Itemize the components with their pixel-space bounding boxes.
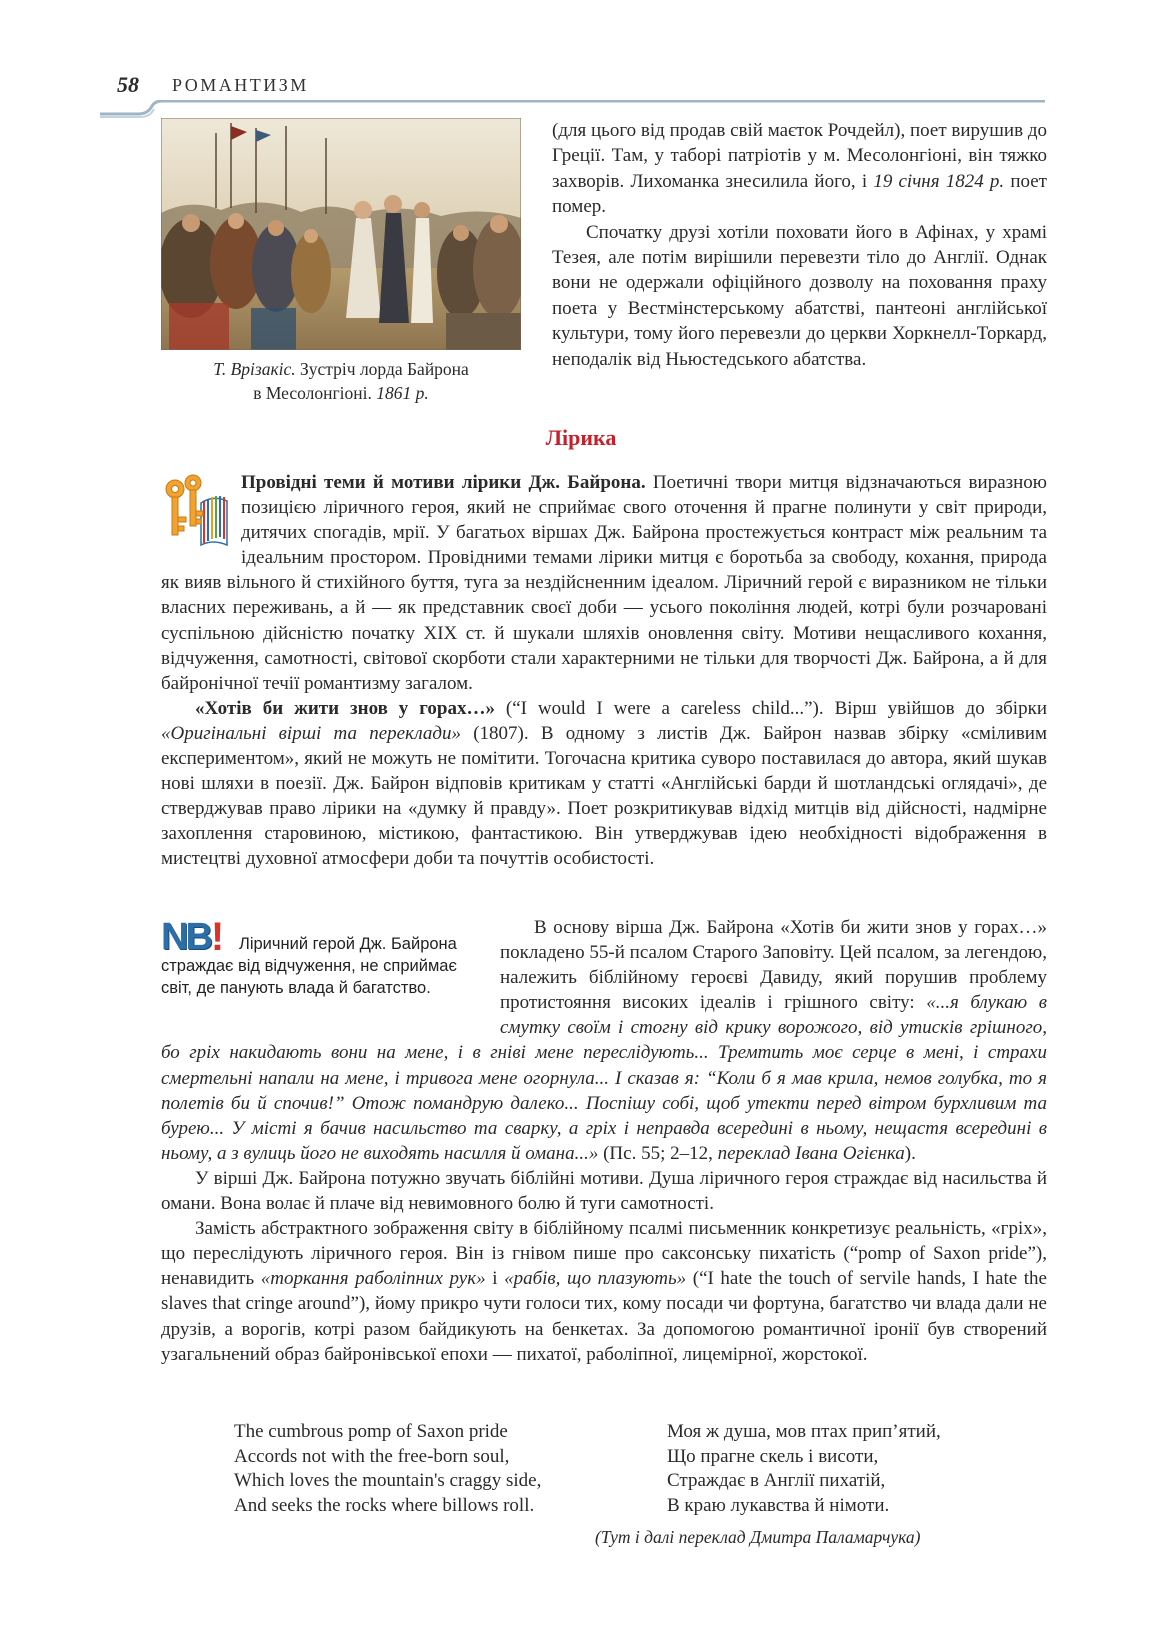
psalm-ref: (Пс. 55; 2–12, <box>598 1142 718 1164</box>
motifs-paragraph: У вірші Дж. Байрона потужно звучать біблійні мотиви. Душа ліричного героя страждає від насильства й омани. Вона волає й плаче від невимовного болю й туги самотності. <box>161 1167 1047 1215</box>
lyrics-lead: Провідні теми й мотиви лірики Дж. Байрона. <box>241 472 646 493</box>
psalm-ref-end: ). <box>904 1142 916 1164</box>
poem-english <box>234 1420 541 1518</box>
column-paragraph-2: Спочатку друзі хотіли поховати його в Афінах, у храмі Тезея, але потім вирішили перевезти тіло до Англії. Однак вони не одержали офіційного дозволу на поховання праху поета у Вестмінстерському абатстві, пантеоні англійської культури, тому його перевезли до церкви Хоркнелл-Торкард, неподалік від Ньюстедського абатства. <box>552 221 1047 370</box>
poem-title: «Хотів би жити знов у горах…» <box>195 697 495 719</box>
body-upper <box>161 470 1047 872</box>
column-paragraph-1 <box>552 118 1047 220</box>
death-date: 19 січня 1824 р. <box>873 170 1005 192</box>
running-head: РОМАНТИЗМ <box>172 75 309 95</box>
column-p1-text: (для цього від продав свій маєток Рочдейл), поет вирушив до Греції. Там, у таборі патріотів у м. Месолонгіоні, він тяжко захворів. Лихоманка знесилила його, і <box>552 120 1047 192</box>
concrete-text-a: Замість абстрактного зображення світу в біблійному псалмі письменник конкретизує реальність, «гріх», що переслідують ліричного героя. Він із гнівом пише про саксонську пихатість (“pomp of Saxon pride”), ненавидить <box>161 1218 1047 1290</box>
concrete-quote-2: «рабів, що плазують» <box>504 1268 687 1290</box>
poem-original-title: (“I would I were a careless child...”). Вірш увійшов до збірки <box>494 697 1047 719</box>
body-lower <box>161 915 1047 1367</box>
poem-intro-text: (1807). В одному з листів Дж. Байрон назвав збірку «сміливим експериментом», який не можуть не помітити. Тогочасна критика суворо поставилася до автора, який шукав нові шляхи в поезії. Дж. Байрон відповів критикам у статті «Англійські барди й шотландські оглядачі», де стверджував право лірики на «думку й правду». Поет розкритикував відхід митців від дійсності, надмірне захоплення старовиною, містикою, фантастикою. Він утверджував ідею необхідності відображення в мистецтві духовної атмосфери доби та почуттів особистості. <box>161 722 1047 870</box>
poem-en-line: The cumbrous pomp of Saxon pride <box>234 1421 508 1442</box>
poem-uk-line: Що прагне скель і висоти, <box>667 1445 879 1467</box>
caption-year: 1861 р. <box>376 383 429 403</box>
nb-exclamation: ! <box>210 915 225 959</box>
caption-author: Т. Врізакіс. <box>213 359 296 379</box>
concrete-paragraph <box>161 1216 1047 1367</box>
nb-note <box>161 915 476 1040</box>
poem-en-line: Accords not with the free-born soul, <box>234 1445 510 1467</box>
caption-title: Зустріч лорда Байрона <box>295 359 469 379</box>
right-column <box>552 118 1047 372</box>
column-p1-end: поет помер. <box>552 170 1047 218</box>
figure-caption <box>161 357 521 405</box>
lyrics-text: Поетичні твори митця відзначаються виразною позицією ліричного героя, який не сприймає свого оточення й прагне полинути у світ природи, дитячих спогадів, мрії. У багатьох віршах Дж. Байрона простежується контраст між реальним та ідеальним простором. Провідними темами лірики митця є боротьба за свободу, кохання, природа як вияв вільного й стихійного буття, туга за нездійсненним ідеалом. Ліричний герой є виразником не тільки власних переживань, а й — як представник своєї доби — усього покоління людей, котрі були розчаровані суспільною дійсністю початку XIX ст. й шукали шляхів оновлення світу. Мотиви нещасливого кохання, відчуження, самотності, світової скорботи стали характерними не тільки для творчості Дж. Байрона, а й для байронічної течії романтизму загалом. <box>161 472 1047 694</box>
page-number: 58 <box>117 72 139 97</box>
section-title: Лірика <box>545 425 617 450</box>
poem-uk-line: Моя ж душа, мов птах прип’ятий, <box>667 1421 941 1442</box>
nb-letters: NB <box>161 916 210 958</box>
poem-uk-line: В краю лукавства й німоти. <box>667 1494 890 1516</box>
psalm-quote: «...я блукаю в смутку своїм і стогну від крику ворожого, від утисків грішного, бо гріх накидають вони на мене, і в гніві мене переслідують... Тремтить моє серце в мені, і страхи смертельні напали на мене, і тривога мене огорнула... І сказав я: “Коли б я мав крила, немов голубка, то я полетів би й спочив!” Отож помандрую далеко... Поспішу собі, щоб утекти перед вітром бурхливим та бурею... У місті я бачив насильство та сварку, а гріх і неправда всередині в ньому, нещастя всередині в ньому, а з вулиць його не виходять насилля й омана...» <box>161 992 1047 1164</box>
psalm-intro: В основу вірша Дж. Байрона «Хотів би жити знов у горах…» покладено 55-й псалом Старого Заповіту. Цей псалом, за легендою, належить біблійному героєві Давиду, який порушив проблему протистояння високих ідеалів і грішного світу: <box>500 917 1047 1014</box>
psalm-translator: переклад Івана Огієнка <box>717 1142 905 1164</box>
poem-intro-paragraph <box>161 696 1047 872</box>
nb-text: Ліричний герой Дж. Байрона страждає від відчуження, не сприймає світ, де панують влада й багатство. <box>161 935 457 997</box>
painting-image <box>161 118 521 350</box>
concrete-text-c: (“I hate the touch of servile hands, I hate the slaves that cringe around”), йому прикро чути голоси тих, кому посади чи фортуна, багатство чи влада дали не друзів, а ворогів, котрі разом байдикують на бенкетах. За допомогою романтичної іронії був створений узагальнений образ байронівської епохи — пихатої, раболіпної, лицемірної, жорстокої. <box>161 1268 1047 1365</box>
keys-icon <box>161 473 233 547</box>
poem-ukrainian <box>667 1420 941 1518</box>
translator-note: (Тут і далі переклад Дмитра Паламарчука) <box>595 1527 921 1547</box>
poem-uk-line: Страждає в Англії пихатій, <box>667 1470 886 1491</box>
concrete-text-b: і <box>485 1268 505 1290</box>
collection-title: «Оригінальні вірші та переклади» <box>161 722 461 744</box>
lyrics-paragraph <box>161 470 1047 696</box>
poem-en-line: And seeks the rocks where billows roll. <box>234 1494 535 1516</box>
concrete-quote-1: «торкання раболіпних рук» <box>260 1268 486 1290</box>
caption-line2: в Месолонгіоні. <box>253 383 377 403</box>
poem-en-line: Which loves the mountain's craggy side, <box>234 1470 542 1491</box>
